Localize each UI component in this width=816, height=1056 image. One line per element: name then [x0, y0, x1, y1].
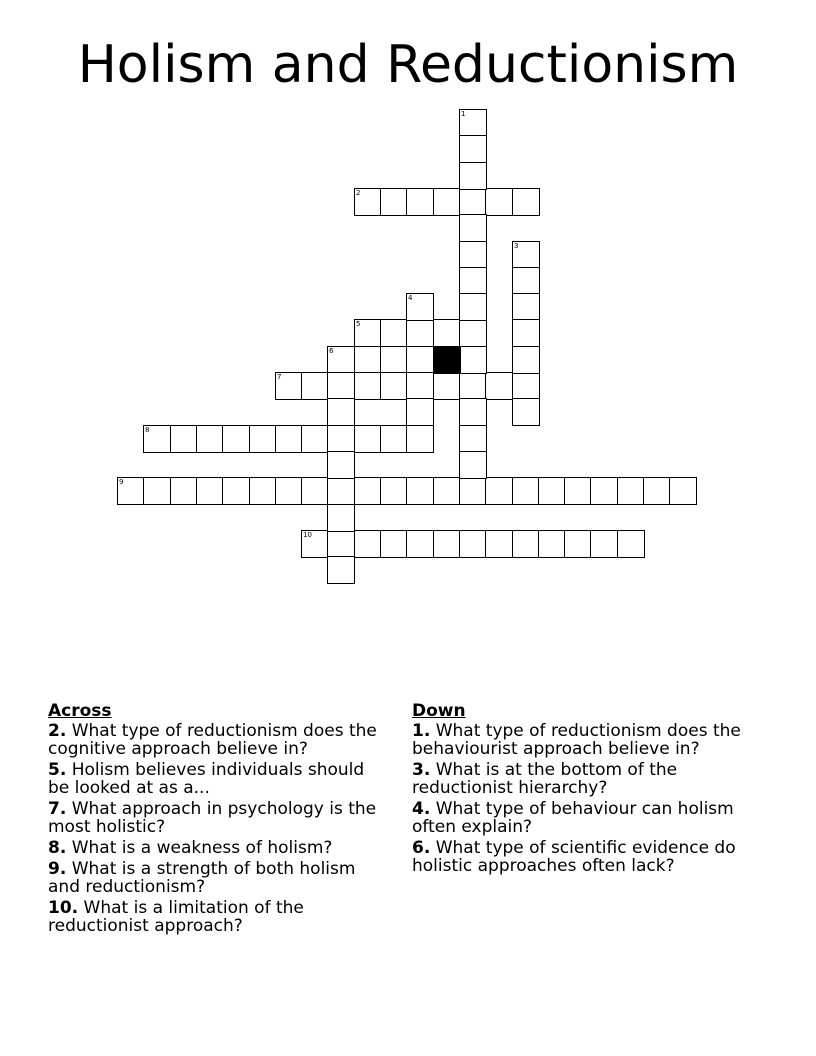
grid-cell[interactable]: [301, 425, 329, 453]
grid-cell[interactable]: [327, 556, 355, 584]
grid-cell[interactable]: [354, 319, 382, 347]
grid-cell[interactable]: [459, 109, 487, 137]
grid-cell[interactable]: [327, 398, 355, 426]
grid-cell[interactable]: [406, 477, 434, 505]
grid-cell[interactable]: [301, 530, 329, 558]
clue-number: 1: [461, 110, 466, 118]
clue-down-4: 4. What type of behaviour can holism often explain?: [412, 799, 734, 837]
grid-cell[interactable]: [354, 425, 382, 453]
grid-cell[interactable]: [380, 530, 408, 558]
grid-cell[interactable]: [459, 530, 487, 558]
grid-cell[interactable]: [485, 372, 513, 400]
puzzle-title: Holism and Reductionism: [77, 35, 739, 95]
clue-number: 6: [329, 347, 334, 355]
grid-cell[interactable]: [275, 425, 303, 453]
grid-cell[interactable]: [196, 425, 224, 453]
grid-cell[interactable]: [222, 425, 250, 453]
clue-number: 3: [514, 242, 519, 250]
grid-cell[interactable]: [459, 319, 487, 347]
grid-cell[interactable]: [354, 477, 382, 505]
grid-cell[interactable]: [380, 319, 408, 347]
clue-across-9: 9. What is a strength of both holism and reductionism?: [48, 859, 356, 897]
down-heading: Down: [412, 701, 466, 721]
grid-cell[interactable]: [459, 241, 487, 269]
grid-cell[interactable]: [327, 346, 355, 374]
grid-cell[interactable]: [512, 241, 540, 269]
grid-cell[interactable]: [485, 477, 513, 505]
grid-cell[interactable]: [564, 530, 592, 558]
grid-cell[interactable]: [459, 162, 487, 190]
grid-cell[interactable]: [512, 530, 540, 558]
grid-cell[interactable]: [433, 319, 461, 347]
black-cell: [433, 346, 461, 374]
grid-cell[interactable]: [433, 372, 461, 400]
grid-cell[interactable]: [380, 477, 408, 505]
clue-down-3: 3. What is at the bottom of the reductionist hierarchy?: [412, 760, 678, 798]
grid-cell[interactable]: [143, 477, 171, 505]
grid-cell[interactable]: [590, 477, 618, 505]
grid-cell[interactable]: [406, 398, 434, 426]
grid-cell[interactable]: [459, 214, 487, 242]
grid-cell[interactable]: [512, 319, 540, 347]
clue-number: 5: [356, 320, 361, 328]
grid-cell[interactable]: [433, 530, 461, 558]
grid-cell[interactable]: [538, 530, 566, 558]
grid-cell[interactable]: [380, 346, 408, 374]
grid-cell[interactable]: [354, 346, 382, 374]
clue-down-1: 1. What type of reductionism does the behaviourist approach believe in?: [412, 721, 741, 759]
grid-cell[interactable]: [327, 451, 355, 479]
clue-across-10: 10. What is a limitation of the reductionist approach?: [48, 898, 304, 936]
grid-cell[interactable]: [512, 346, 540, 374]
grid-cell[interactable]: [301, 477, 329, 505]
clue-across-7: 7. What approach in psychology is the most holistic?: [48, 799, 377, 837]
grid-cell[interactable]: [538, 477, 566, 505]
clue-across-8: 8. What is a weakness of holism?: [48, 838, 333, 858]
clue-down-6: 6. What type of scientific evidence do holistic approaches often lack?: [412, 838, 736, 876]
grid-cell[interactable]: [433, 188, 461, 216]
grid-cell[interactable]: [406, 319, 434, 347]
grid-cell[interactable]: [406, 293, 434, 321]
clue-number: 8: [145, 426, 150, 434]
grid-cell[interactable]: [643, 477, 671, 505]
across-clues: [48, 700, 388, 938]
grid-cell[interactable]: [170, 425, 198, 453]
grid-cell[interactable]: [459, 451, 487, 479]
grid-cell[interactable]: [512, 477, 540, 505]
grid-cell[interactable]: [459, 425, 487, 453]
grid-cell[interactable]: [669, 477, 697, 505]
grid-cell[interactable]: [512, 398, 540, 426]
grid-cell[interactable]: [459, 477, 487, 505]
grid-cell[interactable]: [459, 398, 487, 426]
grid-cell[interactable]: [433, 477, 461, 505]
grid-cell[interactable]: [354, 188, 382, 216]
clue-number: 4: [408, 294, 413, 302]
grid-cell[interactable]: [275, 477, 303, 505]
grid-cell[interactable]: [512, 372, 540, 400]
grid-cell[interactable]: [380, 188, 408, 216]
grid-cell[interactable]: [354, 530, 382, 558]
grid-cell[interactable]: [406, 425, 434, 453]
grid-cell[interactable]: [485, 188, 513, 216]
grid-cell[interactable]: [485, 530, 513, 558]
grid-cell[interactable]: [459, 346, 487, 374]
grid-cell[interactable]: [459, 188, 487, 216]
grid-cell[interactable]: [564, 477, 592, 505]
grid-cell[interactable]: [327, 504, 355, 532]
grid-cell[interactable]: [143, 425, 171, 453]
grid-cell[interactable]: [275, 372, 303, 400]
grid-cell[interactable]: [512, 293, 540, 321]
grid-cell[interactable]: [617, 530, 645, 558]
clue-number: 2: [356, 189, 361, 197]
grid-cell[interactable]: [327, 530, 355, 558]
grid-cell[interactable]: [170, 477, 198, 505]
grid-cell[interactable]: [327, 477, 355, 505]
down-clues: [412, 700, 782, 878]
grid-cell[interactable]: [249, 477, 277, 505]
grid-cell[interactable]: [406, 346, 434, 374]
grid-cell[interactable]: [459, 293, 487, 321]
grid-cell[interactable]: [512, 267, 540, 295]
grid-cell[interactable]: [380, 425, 408, 453]
grid-cell[interactable]: [406, 188, 434, 216]
grid-cell[interactable]: [196, 477, 224, 505]
grid-cell[interactable]: [459, 267, 487, 295]
grid-cell[interactable]: [512, 188, 540, 216]
grid-cell[interactable]: [406, 372, 434, 400]
clue-number: 9: [119, 478, 124, 486]
grid-cell[interactable]: [459, 135, 487, 163]
grid-cell[interactable]: [406, 530, 434, 558]
clue-across-2: 2. What type of reductionism does the cognitive approach believe in?: [48, 721, 377, 759]
grid-cell[interactable]: [380, 372, 408, 400]
grid-cell[interactable]: [117, 477, 145, 505]
grid-cell[interactable]: [590, 530, 618, 558]
grid-cell[interactable]: [327, 372, 355, 400]
grid-cell[interactable]: [301, 372, 329, 400]
grid-cell[interactable]: [354, 372, 382, 400]
grid-cell[interactable]: [249, 425, 277, 453]
grid-cell[interactable]: [222, 477, 250, 505]
grid-cell[interactable]: [617, 477, 645, 505]
grid-cell[interactable]: [327, 425, 355, 453]
clue-number: 7: [277, 373, 282, 381]
across-heading: Across: [48, 701, 112, 721]
clue-number: 10: [303, 531, 312, 539]
clue-across-5: 5. Holism believes individuals should be looked at as a...: [48, 760, 365, 798]
grid-cell[interactable]: [459, 372, 487, 400]
